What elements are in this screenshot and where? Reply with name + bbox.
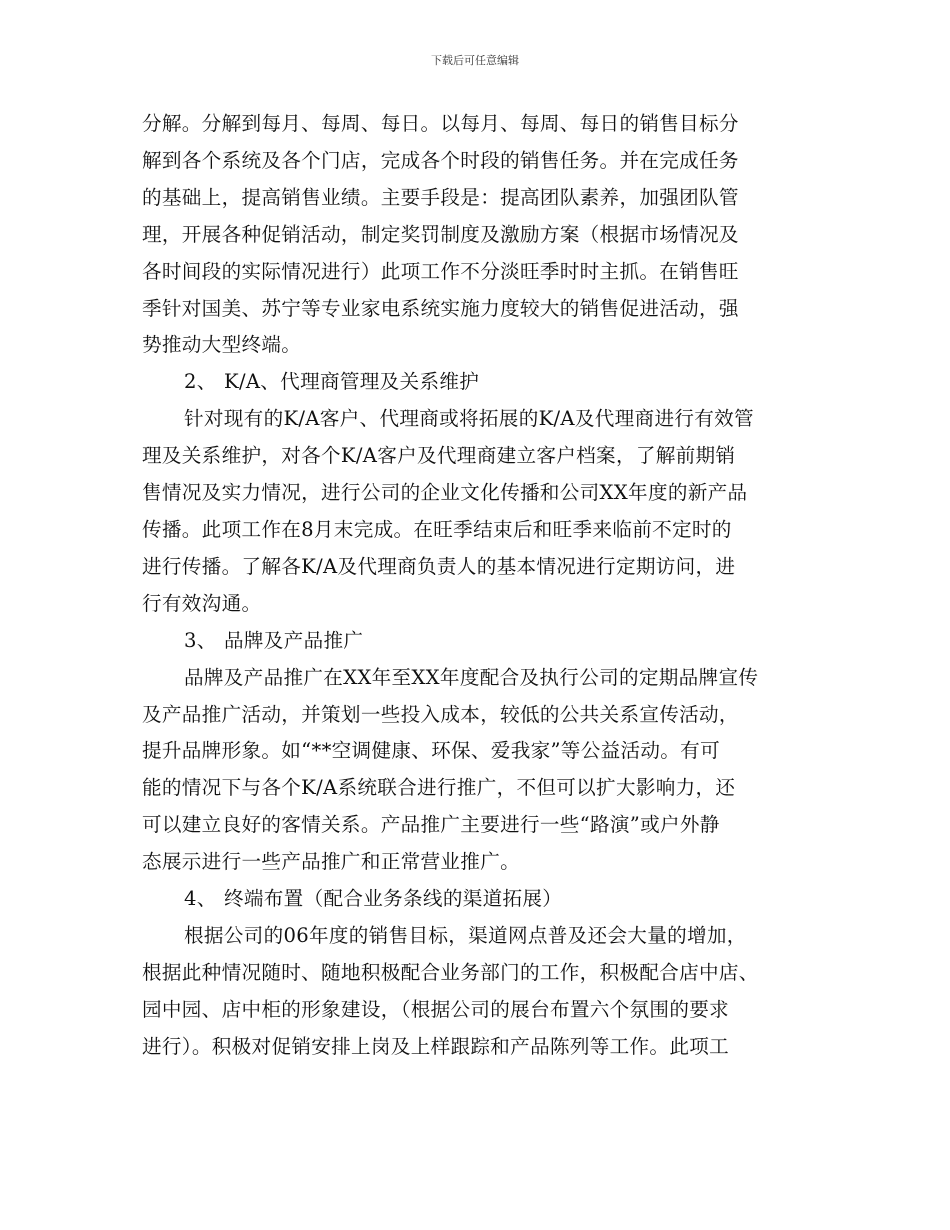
text-line: 季针对国美、苏宁等专业家电系统实施力度较大的销售促进活动，强	[142, 296, 739, 320]
document-body	[142, 106, 812, 1066]
section-heading-terminal-layout	[142, 881, 812, 918]
text-line: 能的情况下与各个K/A系统联合进行推广，不但可以扩大影响力，还	[142, 776, 736, 800]
text-line: 针对现有的K/A客户、代理商或将拓展的K/A及代理商进行有效管	[184, 407, 754, 431]
section-number: 4、	[184, 887, 217, 911]
text-line: 可以建立良好的客情关系。产品推广主要进行一些“路演”或户外静	[142, 813, 720, 837]
text-line: 根据此种情况随时、随地积极配合业务部门的工作，积极配合店中店、	[142, 960, 759, 984]
section-title: 品牌及产品推广	[224, 628, 364, 652]
text-line: 理及关系维护，对各个K/A客户及代理商建立客户档案，了解前期销	[142, 444, 736, 468]
text-line: 行有效沟通。	[142, 591, 262, 615]
text-line: 分解。分解到每月、每周、每日。以每月、每周、每日的销售目标分	[142, 112, 739, 135]
paragraph-brand-promotion	[142, 660, 812, 881]
text-line: 进行传播。了解各K/A及代理商负责人的基本情况进行定期访问，进	[142, 554, 736, 578]
text-line: 园中园、店中柜的形象建设，（根据公司的展台布置六个氛围的要求	[142, 997, 730, 1021]
section-title: 终端布置（配合业务条线的渠道拓展）	[224, 887, 563, 911]
text-line: 及产品推广活动，并策划一些投入成本，较低的公共关系宣传活动，	[142, 702, 739, 726]
paragraph-ka-agent-management	[142, 401, 812, 622]
text-line: 态展示进行一些产品推广和正常营业推广。	[142, 850, 520, 874]
text-line: 根据公司的06年度的销售目标，渠道网点普及还会大量的增加，	[184, 923, 747, 947]
text-line: 各时间段的实际情况进行）此项工作不分淡旺季时时主抓。在销售旺	[142, 259, 739, 283]
text-line: 势推动大型终端。	[142, 333, 302, 357]
section-heading-brand-promotion	[142, 623, 812, 660]
text-line: 售情况及实力情况，进行公司的企业文化传播和公司XX年度的新产品	[142, 481, 748, 505]
section-title: K/A、代理商管理及关系维护	[224, 370, 480, 394]
section-number: 2、	[184, 370, 217, 394]
text-line: 传播。此项工作在8月末完成。在旺季结束后和旺季来临前不定时的	[142, 517, 732, 541]
text-line: 理，开展各种促销活动，制定奖罚制度及激励方案（根据市场情况及	[142, 222, 739, 246]
page-header: 下载后可任意编辑	[431, 54, 519, 67]
text-line: 提升品牌形象。如“**空调健康、环保、爱我家”等公益活动。有可	[142, 739, 720, 763]
text-line: 解到各个系统及各个门店，完成各个时段的销售任务。并在完成任务	[142, 148, 739, 172]
paragraph-terminal-layout	[142, 918, 812, 1066]
text-line: 进行）。积极对促销安排上岗及上样跟踪和产品陈列等工作。此项工	[142, 1034, 730, 1058]
paragraph-sales-targets	[142, 106, 812, 364]
section-heading-ka-agent-management	[142, 364, 812, 401]
section-number: 3、	[184, 628, 217, 652]
text-line: 的基础上，提高销售业绩。主要手段是：提高团队素养，加强团队管	[142, 185, 739, 209]
text-line: 品牌及产品推广在XX年至XX年度配合及执行公司的定期品牌宣传	[184, 665, 759, 689]
